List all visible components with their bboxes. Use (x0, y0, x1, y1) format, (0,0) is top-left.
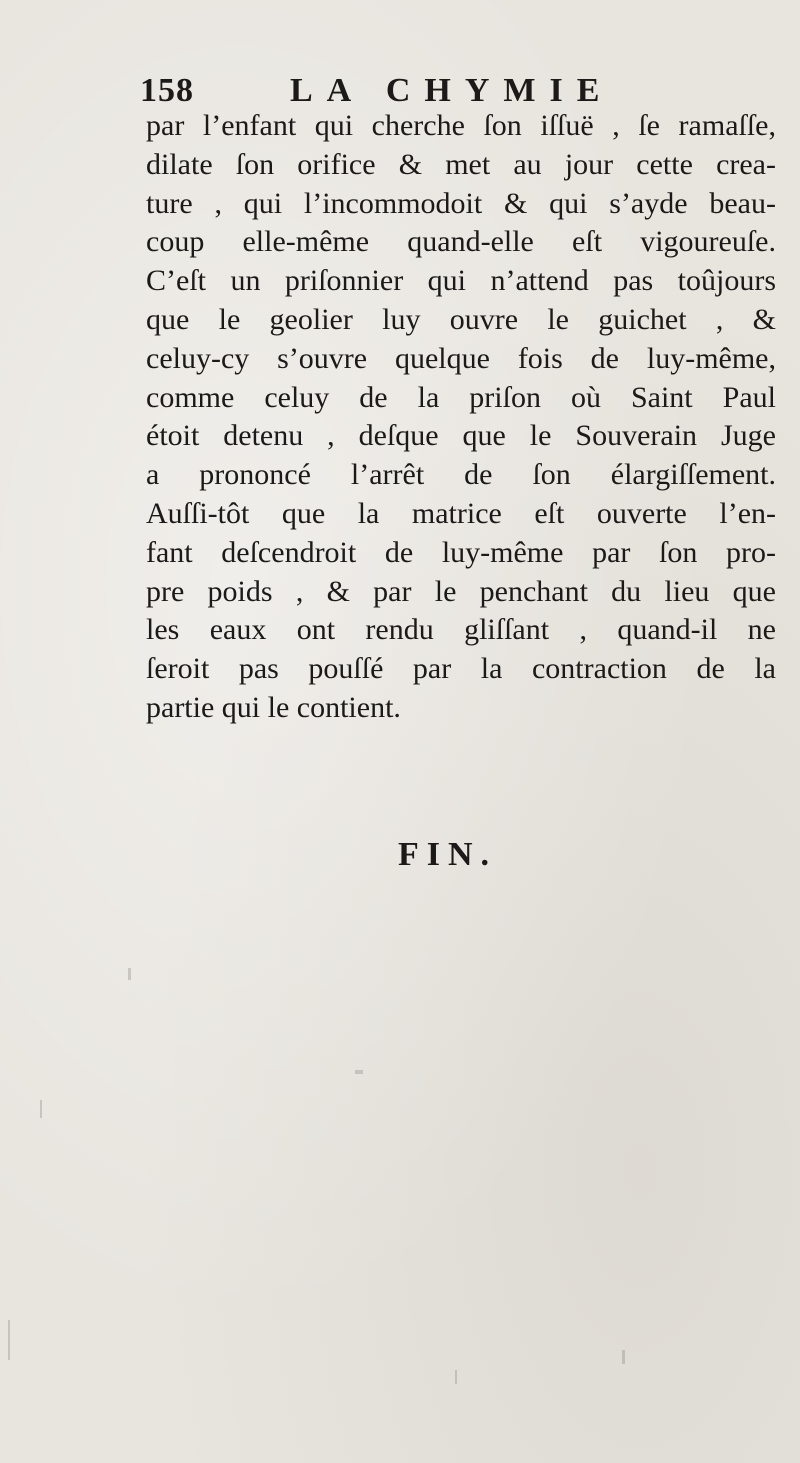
text-line: comme celuy de la priſon où Saint Paul (146, 380, 776, 414)
text-line: C’eſt un priſonnier qui n’attend pas toûjours (146, 264, 776, 298)
fin-mark: FIN. (398, 836, 498, 873)
text-line: partie qui le contient. (146, 690, 401, 724)
paper-speck (455, 1370, 457, 1384)
running-head: LA CHYMIE (290, 72, 614, 109)
paper-speck (622, 1350, 625, 1364)
text-line: étoit detenu , deſque que le Souverain Juge (146, 419, 776, 453)
text-line: celuy-cy s’ouvre quelque fois de luy-même, (146, 341, 776, 375)
paper-speck (8, 1320, 10, 1360)
text-line: par l’enfant qui cherche ſon iſſuë , ſe ramaſſe, (146, 109, 776, 142)
text-line: ſeroit pas pouſſé par la contraction de la (146, 652, 776, 686)
text-line: que le geolier luy ouvre le guichet , & (146, 302, 776, 336)
text-line: a prononcé l’arrêt de ſon élargiſſement. (146, 458, 776, 492)
text-line: fant deſcendroit de luy-même par ſon pro- (146, 535, 776, 569)
text-line: Auſſi-tôt que la matrice eſt ouverte l’en- (146, 496, 776, 530)
text-line: pre poids , & par le penchant du lieu que (146, 574, 776, 608)
page-number: 158 (140, 72, 194, 109)
text-line: ture , qui l’incommodoit & qui s’ayde beau- (146, 186, 776, 220)
paper-speck (128, 968, 131, 980)
body-paragraph (146, 107, 776, 728)
page-header (140, 72, 660, 112)
paper-speck (40, 1100, 42, 1118)
text-line: dilate ſon orifice & met au jour cette crea- (146, 147, 776, 181)
text-line: coup elle-même quand-elle eſt vigoureuſe. (146, 225, 776, 259)
text-line: les eaux ont rendu gliſſant , quand-il ne (146, 613, 776, 647)
paper-speck (355, 1070, 363, 1074)
